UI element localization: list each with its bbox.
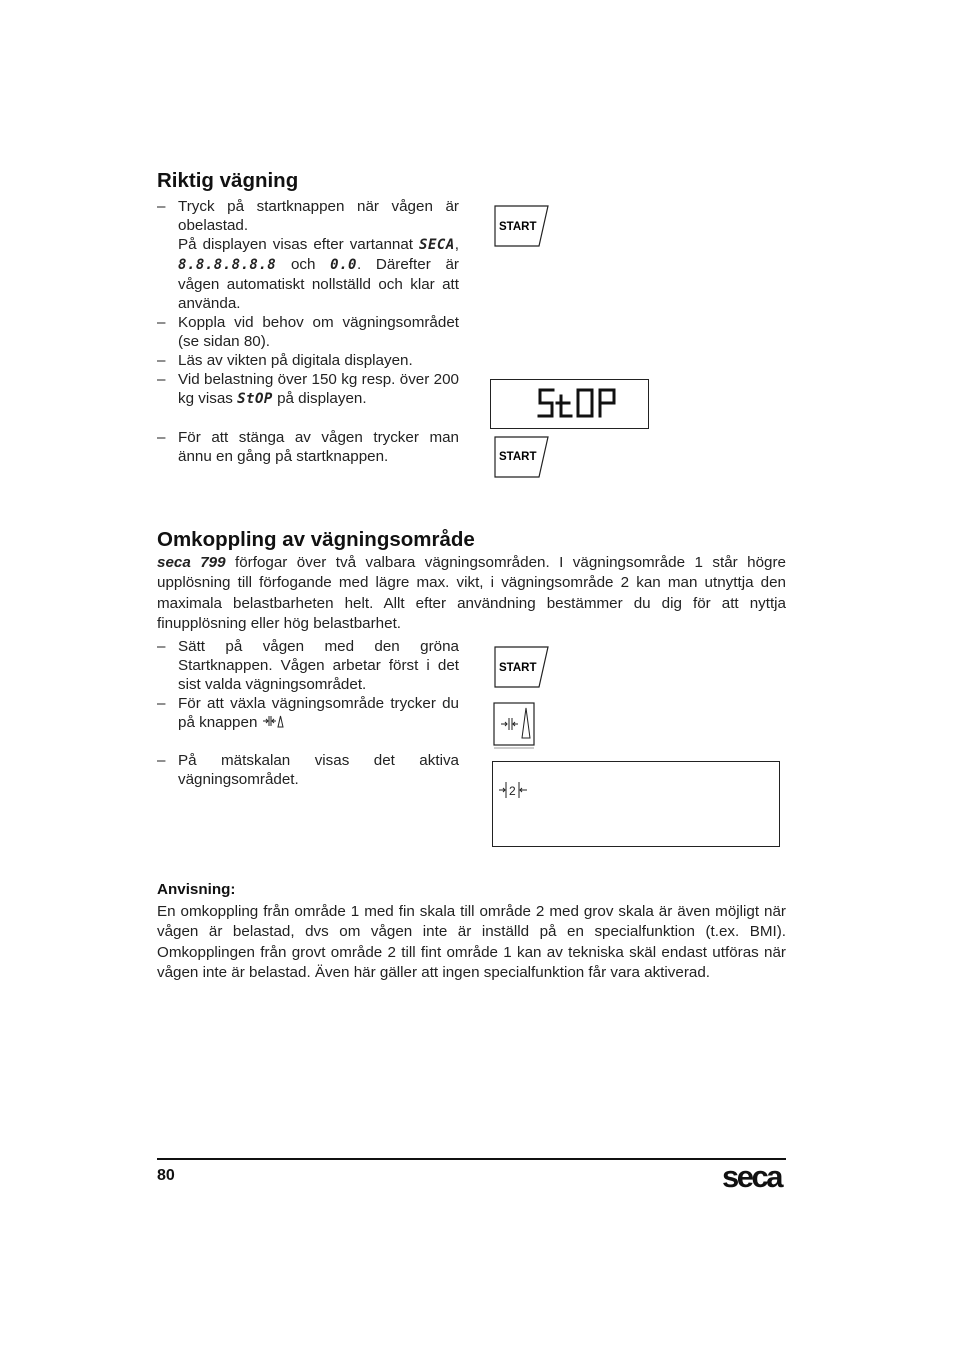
start-label: START bbox=[499, 451, 537, 463]
note-heading: Anvisning: bbox=[157, 881, 236, 898]
seca-logo: seca bbox=[722, 1159, 781, 1194]
intro-text: förfogar över två valbara vägningsområden. I vägningsområde 1 står högre upplösning till förfogande med lägre max. vikt, i vägningsområde 2 kan man utnyttja den maximala belastbarheten helt. Allt efter användning bestämmer du dig för att nyttja finupplösning eller hög belastbarhet. bbox=[157, 554, 786, 632]
section2-instructions bbox=[157, 637, 459, 789]
lcd-all-segments-text: 8.8.8.8.8.8 bbox=[178, 257, 277, 273]
instruction-text: Sätt på vågen med den gröna Startknappen. Vågen arbetar först i det sist valda vägningsområdet. bbox=[178, 638, 459, 693]
page-number: 80 bbox=[157, 1167, 175, 1184]
display-sequence-text: På displayen visas efter vartannat bbox=[178, 236, 414, 253]
instruction-text: på displayen. bbox=[277, 390, 367, 407]
section-heading-omkoppling: Omkoppling av vägningsområde bbox=[157, 528, 475, 551]
instruction-text: Vid belastning över 150 kg resp. över 200 kg visas bbox=[178, 371, 459, 407]
instruction-text-continued: . Därefter är vågen automatiskt nollställd och klar att använda. bbox=[178, 256, 459, 312]
note-body: En omkoppling från område 1 med fin skala till område 2 med grov skala är även möjligt när vågen är belastad, dvs om vågen inte är inställd på en specialfunktion (t.ex. BMI). Omkopplingen från grovt område 2 till fint område 1 kan av tekniska skäl endast utföras när vågen inte är belastad. Även här gäller att ingen specialfunktion får vara aktiverad. bbox=[157, 903, 786, 981]
list-item bbox=[157, 370, 459, 409]
instruction-text: Läs av vikten på digitala displayen. bbox=[178, 352, 413, 369]
section1-instructions bbox=[157, 197, 459, 466]
active-range-indicator bbox=[495, 776, 555, 816]
instruction-text: För att växla vägningsområde trycker du på knappen bbox=[178, 695, 459, 731]
separator: , bbox=[454, 236, 459, 253]
instruction-text: För att stänga av vågen trycker man ännu en gång på startknappen. bbox=[178, 429, 459, 465]
instruction-text bbox=[178, 235, 459, 313]
list-item bbox=[157, 351, 459, 370]
conjunction: och bbox=[290, 256, 316, 273]
instruction-text: På mätskalan visas det aktiva vägningsområdet. bbox=[178, 752, 459, 788]
instruction-text: Tryck på startknappen när vågen är obelastad. bbox=[178, 198, 459, 234]
footer-rule bbox=[157, 1158, 786, 1160]
list-item bbox=[157, 694, 459, 732]
list-item bbox=[157, 428, 459, 466]
lcd-seca-text: SECA bbox=[419, 237, 455, 253]
range-switch-button-icon bbox=[492, 702, 538, 750]
lcd-stop-inline: StOP bbox=[237, 391, 273, 407]
display-stop-segments bbox=[491, 380, 648, 428]
weight-display bbox=[490, 379, 649, 429]
start-label: START bbox=[499, 221, 537, 233]
range-number: 2 bbox=[509, 784, 516, 798]
list-item bbox=[157, 751, 459, 789]
start-button-icon bbox=[494, 205, 550, 247]
start-button-icon bbox=[494, 646, 550, 688]
instruction-text: Koppla vid behov om vägningsområdet (se sidan 80). bbox=[178, 314, 459, 350]
section-heading-riktig-vagning: Riktig vägning bbox=[157, 169, 299, 192]
list-item bbox=[157, 313, 459, 351]
list-item bbox=[157, 197, 459, 313]
start-button-icon bbox=[494, 436, 550, 478]
product-name: seca 799 bbox=[157, 554, 226, 571]
range-indicator-display bbox=[492, 761, 780, 847]
lcd-zero-text: 0.0 bbox=[330, 257, 357, 273]
range-switch-icon bbox=[262, 713, 284, 729]
list-item bbox=[157, 637, 459, 694]
section2-intro bbox=[157, 553, 786, 634]
start-label: START bbox=[499, 662, 537, 674]
